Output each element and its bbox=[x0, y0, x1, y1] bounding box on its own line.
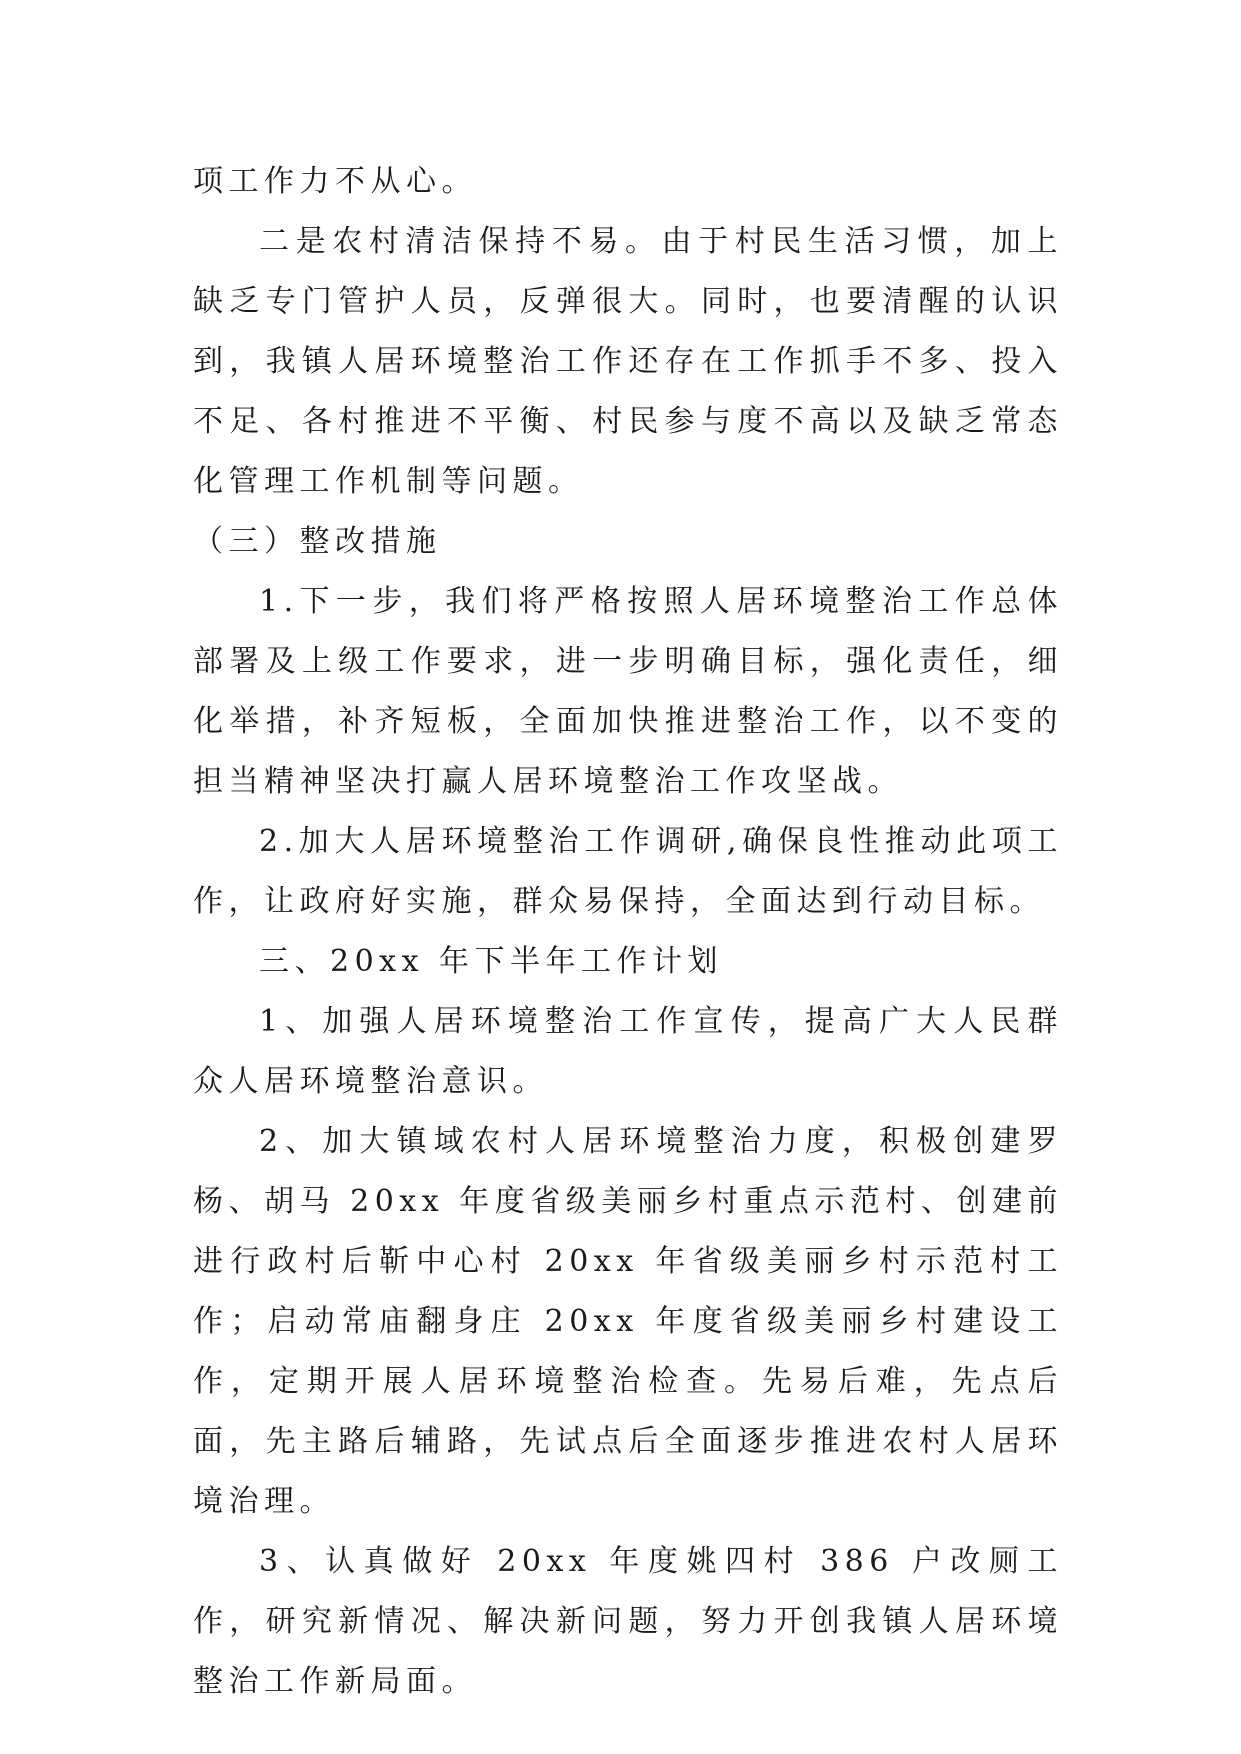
paragraph-rural-cleaning: 二是农村清洁保持不易。由于村民生活习惯，加上缺乏专门管护人员，反弹很大。同时，也要清醒的认识到，我镇人居环境整治工作还存在工作抓手不多、投入不足、各村推进不平衡、村民参与度不高以及缺乏常态化管理工作机制等问题。 bbox=[193, 224, 1063, 499]
section-heading-rectification: （三）整改措施 bbox=[193, 524, 442, 559]
paragraph-continuation: 项工作力不从心。 bbox=[193, 164, 477, 199]
section-heading-work-plan: 三、20xx 年下半年工作计划 bbox=[259, 944, 724, 979]
paragraph-measure-1: 1.下一步，我们将严格按照人居环境整治工作总体部署及上级工作要求，进一步明确目标，强化责任，细化举措，补齐短板，全面加快推进整治工作，以不变的担当精神坚决打赢人居环境整治工作攻坚战。 bbox=[193, 584, 1063, 799]
document-body bbox=[193, 152, 1063, 1712]
paragraph-plan-2: 2、加大镇域农村人居环境整治力度，积极创建罗杨、胡马 20xx 年度省级美丽乡村重点示范村、创建前进行政村后靳中心村 20xx 年省级美丽乡村示范村工作；启动常庙翻身庄 20xx 年度省级美丽乡村建设工作，定期开展人居环境整治检查。先易后难，先点后面，先主路后辅路，先试点后全面逐步推进农村人居环境治理。 bbox=[193, 1124, 1063, 1519]
paragraph-measure-2: 2.加大人居环境整治工作调研,确保良性推动此项工作，让政府好实施，群众易保持，全面达到行动目标。 bbox=[193, 824, 1063, 919]
paragraph-plan-1: 1、加强人居环境整治工作宣传，提高广大人民群众人居环境整治意识。 bbox=[193, 1004, 1063, 1099]
paragraph-plan-3: 3、认真做好 20xx 年度姚四村 386 户改厕工作，研究新情况、解决新问题，努力开创我镇人居环境整治工作新局面。 bbox=[193, 1544, 1063, 1699]
